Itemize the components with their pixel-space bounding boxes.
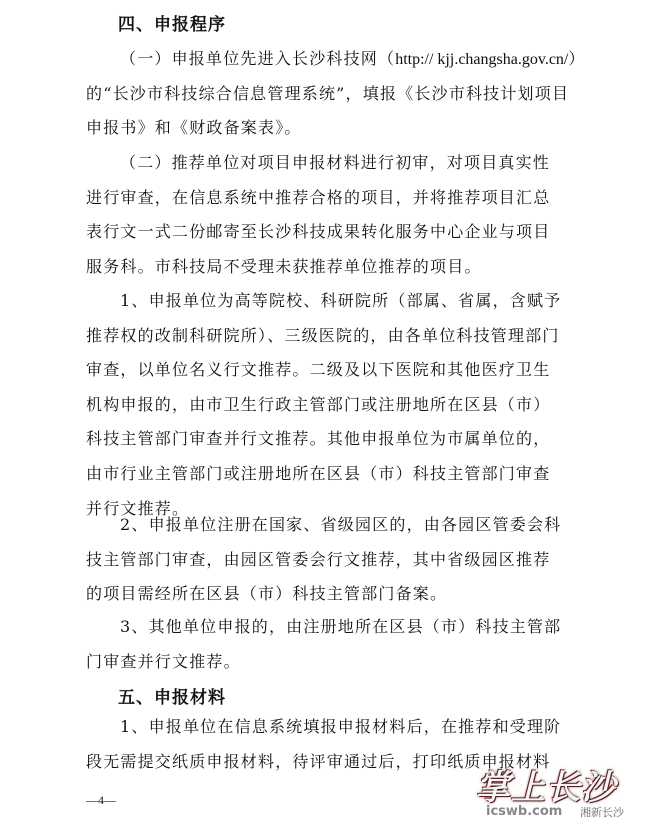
text-line: 1、申报单位为高等院校、科研院所（部属、省属，含赋予 — [120, 291, 562, 310]
text-line: 服务科。市科技局不受理未获推荐单位推荐的项目。 — [86, 256, 482, 276]
paragraph-procedure-item-3 — [86, 610, 586, 679]
text-line: 的项目需经所在区县（市）科技主管部门备案。 — [86, 584, 448, 604]
text-line: 进行审查，在信息系统中推荐合格的项目，并将推荐项目汇总 — [86, 187, 551, 207]
section-heading-materials: 五、申报材料 — [118, 688, 226, 708]
paragraph-procedure-2 — [86, 146, 586, 284]
text-line: 2、申报单位注册在国家、省级园区的，由各园区管委会科 — [120, 515, 562, 534]
text-line: 审查，以单位名义行文推荐。二级及以下医院和其他医疗卫生 — [86, 360, 551, 380]
text-line: （二）推荐单位对项目申报材料进行初审，对项目真实性 — [120, 153, 551, 172]
text-line: 由市行业主管部门或注册地所在区县（市）科技主管部门审查 — [86, 463, 551, 483]
text-line: 申报书》和《财政备案表》。 — [86, 118, 302, 138]
text-line: 科技主管部门审查并行文推荐。其他申报单位为市属单位的， — [86, 429, 551, 449]
watermark-logo — [470, 760, 650, 824]
paragraph-procedure-item-1 — [86, 284, 586, 526]
website-url: http:// kjj.changsha.gov.cn/ — [395, 51, 569, 68]
text-line: 门审查并行文推荐。 — [86, 651, 241, 671]
text-line: 的“长沙市科技综合信息管理系统”，填报《长沙市科技计划项目 — [86, 83, 570, 103]
text-line: 推荐权的改制科研院所）、三级医院的，由各单位科技管理部门 — [86, 325, 560, 345]
text-line: 表行文一式二份邮寄至长沙科技成果转化服务中心企业与项目 — [86, 222, 551, 242]
wechat-account-label: 湘新长沙 — [580, 806, 624, 819]
text-line: 机构申报的，由市卫生行政主管部门或注册地所在区县（市） — [86, 394, 551, 414]
watermark-logo-text: 掌上长沙 — [476, 768, 616, 808]
section-heading-procedure: 四、申报程序 — [118, 15, 226, 35]
text-line: （一）申报单位先进入长沙科技网（http:// kjj.changsha.gov.cn/） — [120, 49, 586, 68]
watermark-site: icswb.com — [486, 804, 563, 819]
text-line: 段无需提交纸质申报材料，待评审通过后，打印纸质申报材料 — [86, 751, 551, 771]
text-line: 并行文推荐。 — [86, 498, 190, 518]
text-line: 1、申报单位在信息系统填报申报材料后，在推荐和受理阶 — [120, 717, 562, 736]
text-line: 技主管部门审查，由园区管委会行文推荐，其中省级园区推荐 — [86, 549, 551, 569]
text-line: 3、其他单位申报的，由注册地所在区县（市）科技主管部 — [120, 617, 562, 636]
paragraph-procedure-item-2 — [86, 508, 586, 612]
paragraph-procedure-1 — [86, 42, 586, 146]
page-number: —4— — [86, 793, 116, 807]
